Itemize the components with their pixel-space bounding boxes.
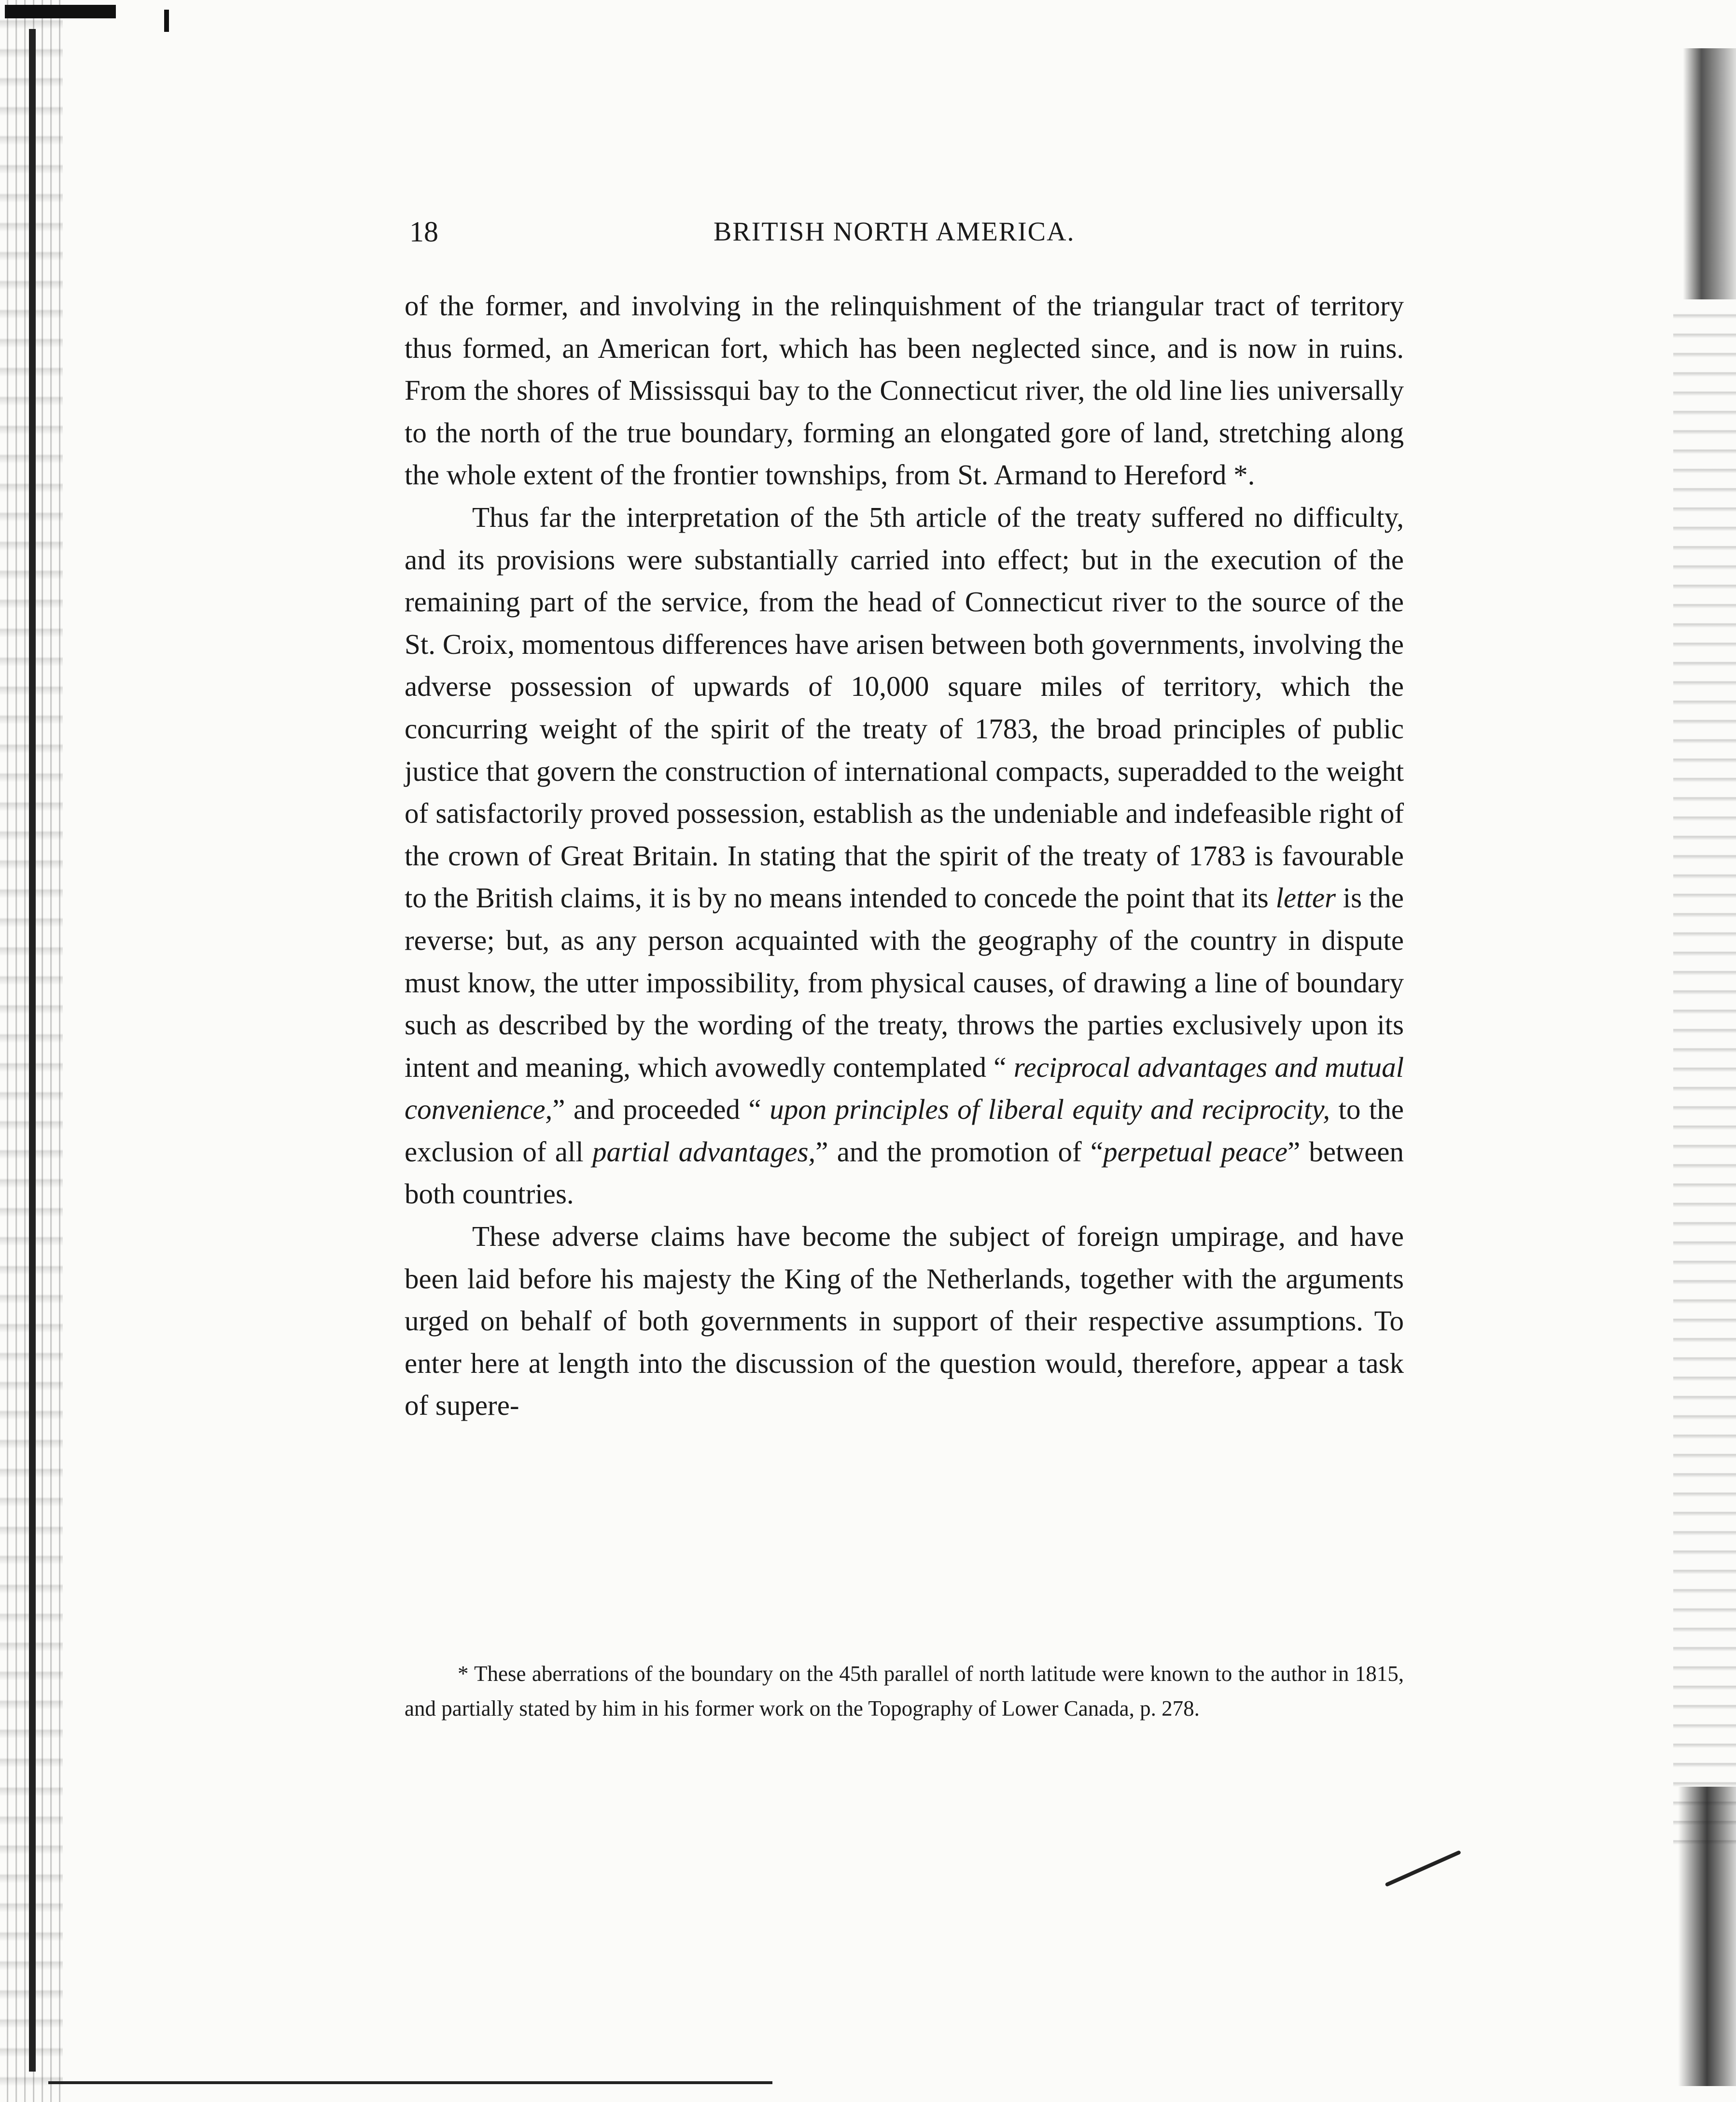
paragraph-2-part-b: is the reverse; but, as any person acquainted with the geography of the country in dispute must know, the utter impossibility, from physical causes, of drawing a line of boundary such as described by the wording of the treaty, throws the parties exclusively upon its intent and meaning, which avowedly contemplated “ bbox=[405, 882, 1404, 1083]
quote-partial-advantages: partial advantages, bbox=[592, 1135, 816, 1168]
quote-liberal-equity: upon principles of liberal equity and reciprocity, bbox=[770, 1093, 1330, 1126]
pen-stroke-mark bbox=[1385, 1850, 1461, 1887]
scan-right-edge-mid bbox=[1673, 299, 1736, 1845]
running-title: BRITISH NORTH AMERICA. bbox=[714, 217, 1075, 247]
page-header bbox=[409, 212, 1124, 251]
scan-tick-mark bbox=[164, 10, 169, 32]
paragraph-2-part-c: ” and proceeded “ bbox=[552, 1093, 770, 1126]
emphasis-letter: letter bbox=[1275, 882, 1336, 914]
paragraph-2-part-f: ” between both countries. bbox=[405, 1135, 1404, 1210]
scan-right-edge-bottom bbox=[1678, 1787, 1736, 2086]
paragraph-2-part-d: to the exclusion of all bbox=[405, 1093, 1404, 1168]
page-number: 18 bbox=[409, 216, 438, 248]
paragraph-2 bbox=[405, 496, 1404, 1215]
scan-corner-mark bbox=[5, 5, 116, 18]
scan-bottom-rule bbox=[48, 2081, 772, 2084]
paragraph-3: These adverse claims have become the subject of foreign umpirage, and have been laid before his majesty the King of the Netherlands, together with the arguments urged on behalf of both governments in support of their respective assumptions. To enter here at length into the discussion of the question would, therefore, appear a task of supere- bbox=[405, 1220, 1404, 1422]
body-text bbox=[405, 285, 1404, 1427]
quote-perpetual-peace: perpetual peace bbox=[1103, 1135, 1288, 1168]
paragraph-1: of the former, and involving in the relinquishment of the triangular tract of territory thus formed, an American fort, which has been neglected since, and is now in ruins. From the shores of Mississqui bay to the Connecticut river, the old line lies universally to the north of the true boundary, forming an elongated gore of land, stretching along the whole extent of the frontier townships, from St. Armand to Hereford *. bbox=[405, 290, 1404, 491]
paragraph-2-part-a: Thus far the interpretation of the 5th article of the treaty suffered no difficulty, and its provisions were substantially carried into effect; but in the execution of the remaining part of the service, from the head of Connecticut river to the source of the St. Croix, momentous differences have arisen between both governments, involving the adverse possession of upwards of 10,000 square miles of territory, which the concurring weight of the spirit of the treaty of 1783, the broad principles of public justice that govern the construction of international compacts, superadded to the weight of satisfactorily proved possession, establish as the undeniable and indefeasible right of the crown of Great Britain. In stating that the spirit of the treaty of 1783 is favourable to the British claims, it is by no means intended to concede the point that its bbox=[405, 501, 1404, 914]
scan-right-edge-top bbox=[1683, 48, 1736, 299]
binding-edge-line bbox=[29, 29, 36, 2072]
paragraph-2-part-e: ” and the promotion of “ bbox=[815, 1135, 1104, 1168]
footnote-text: * These aberrations of the boundary on the 45th parallel of north latitude were known to the author in 1815, and partially stated by him in his former work on the Topography of Lower Canada, p. 278. bbox=[405, 1662, 1404, 1721]
footnote bbox=[405, 1656, 1404, 1726]
quote-reciprocal-advantages: reciprocal advantages and mutual convenience, bbox=[405, 1051, 1404, 1126]
